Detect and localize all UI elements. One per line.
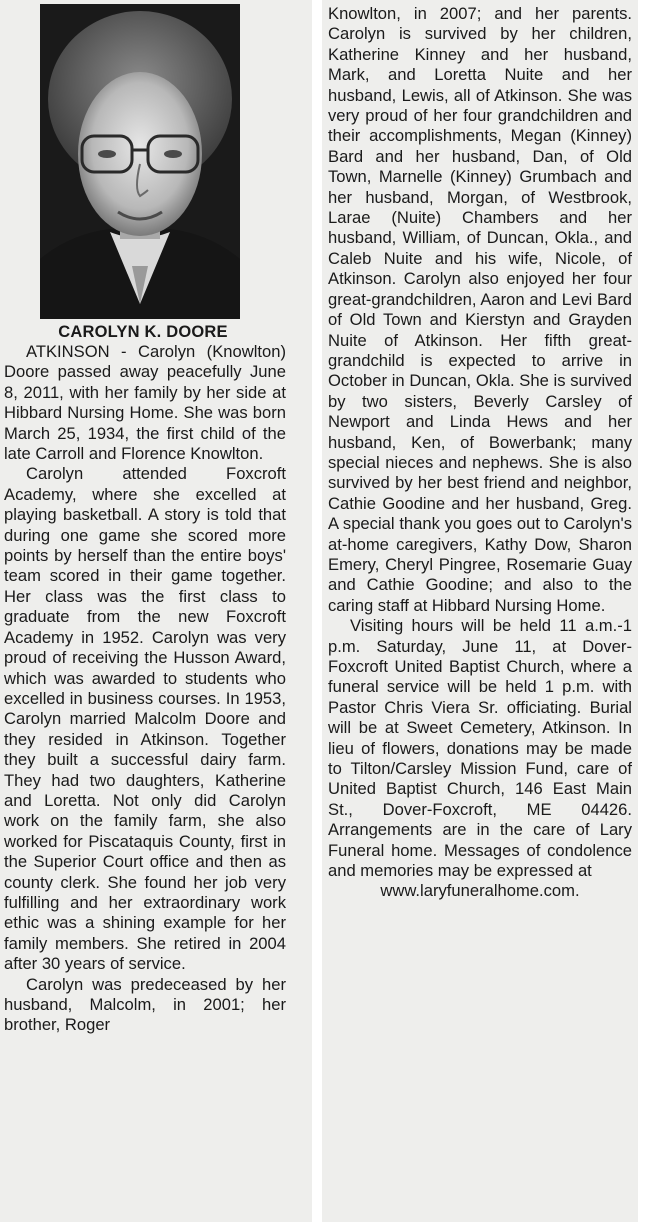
paragraph-predeceased: Carolyn was predeceased by her husband, Malcolm, in 2001; her brother, Roger: [4, 974, 286, 1035]
portrait-photo: [40, 4, 240, 319]
right-column: [322, 0, 638, 1222]
funeral-home-website: www.laryfuneralhome.com.: [380, 881, 580, 901]
paragraph-services: Visiting hours will be held 11 a.m.-1 p.m. Saturday, June 11, at Dover-Foxcroft United Baptist Church, where a funeral service will be held 1 p.m. with Pastor Chris Viera Sr. officiating. Burial will be at Sweet Cemetery, Atkinson. In lieu of flowers, donations may be made to Tilton/Carsley Mission Fund, care of United Baptist Church, 146 East Main St., Dover-Foxcroft, ME 04426. Arrangements are in the care of Lary Funeral home. Messages of condolence and memories may be expressed at: [328, 616, 632, 881]
paragraph-survivors: Knowlton, in 2007; and her parents. Carolyn is survived by her children, Katherine Kinney and her husband, Mark, and Loretta Nuite and her husband, Lewis, all of Atkinson. She was very proud of her four grandchildren and their accomplishments, Megan (Kinney) Bard and her husband, Dan, of Old Town, Marnelle (Kinney) Grumbach and her husband, Morgan, of Westbrook, Larae (Nuite) Chambers and her husband, William, of Duncan, Okla., and Caleb Nuite and his wife, Nicole, of Atkinson. Carolyn also enjoyed her four great-grandchildren, Aaron and Levi Bard of Old Town and Kierstyn and Grayden Nuite of Atkinson. Her fifth great-grandchild is expected to arrive in October in Duncan, Okla. She is survived by two sisters, Beverly Carsley of Newport and Linda Hews and her husband, Ken, of Bowerbank; many special nieces and nephews. She is also survived by her best friend and neighbor, Cathie Goodine and her husband, Greg. A special thank you goes out to Carolyn's at-home caregivers, Kathy Dow, Sharon Emery, Cheryl Pingree, Rosemarie Guay and Cathie Goodine; and also to the caring staff at Hibbard Nursing Home.: [328, 4, 632, 615]
obituary-right-text: [328, 4, 632, 902]
paragraph-intro: ATKINSON - Carolyn (Knowlton) Doore passed away peacefully June 8, 2011, with her family by her side at Hibbard Nursing Home. She was born March 25, 1934, the first child of the late Carroll and Florence Knowlton.: [4, 342, 286, 464]
paragraph-biography: Carolyn attended Foxcroft Academy, where she excelled at playing basketball. A story is told that during one game she scored more points by herself than the entire boys' team scored in their game together. Her class was the first class to graduate from the new Foxcroft Academy in 1952. Carolyn was very proud of receiving the Husson Award, which was awarded to students who excelled in business courses. In 1953, Carolyn married Malcolm Doore and they resided in Atkinson. Together they built a successful dairy farm. They had two daughters, Katherine and Loretta. Not only did Carolyn work on the family farm, she also worked for Piscataquis County, first in the Superior Court office and then as county clerk. She found her job very fulfilling and her extraordinary work ethic was a shining example for her family members. She retired in 2004 after 30 years of service.: [4, 464, 286, 974]
obituary-left-text: [4, 342, 286, 1036]
obituary-name-heading: CAROLYN K. DOORE: [58, 323, 228, 341]
left-column: [0, 0, 312, 1222]
